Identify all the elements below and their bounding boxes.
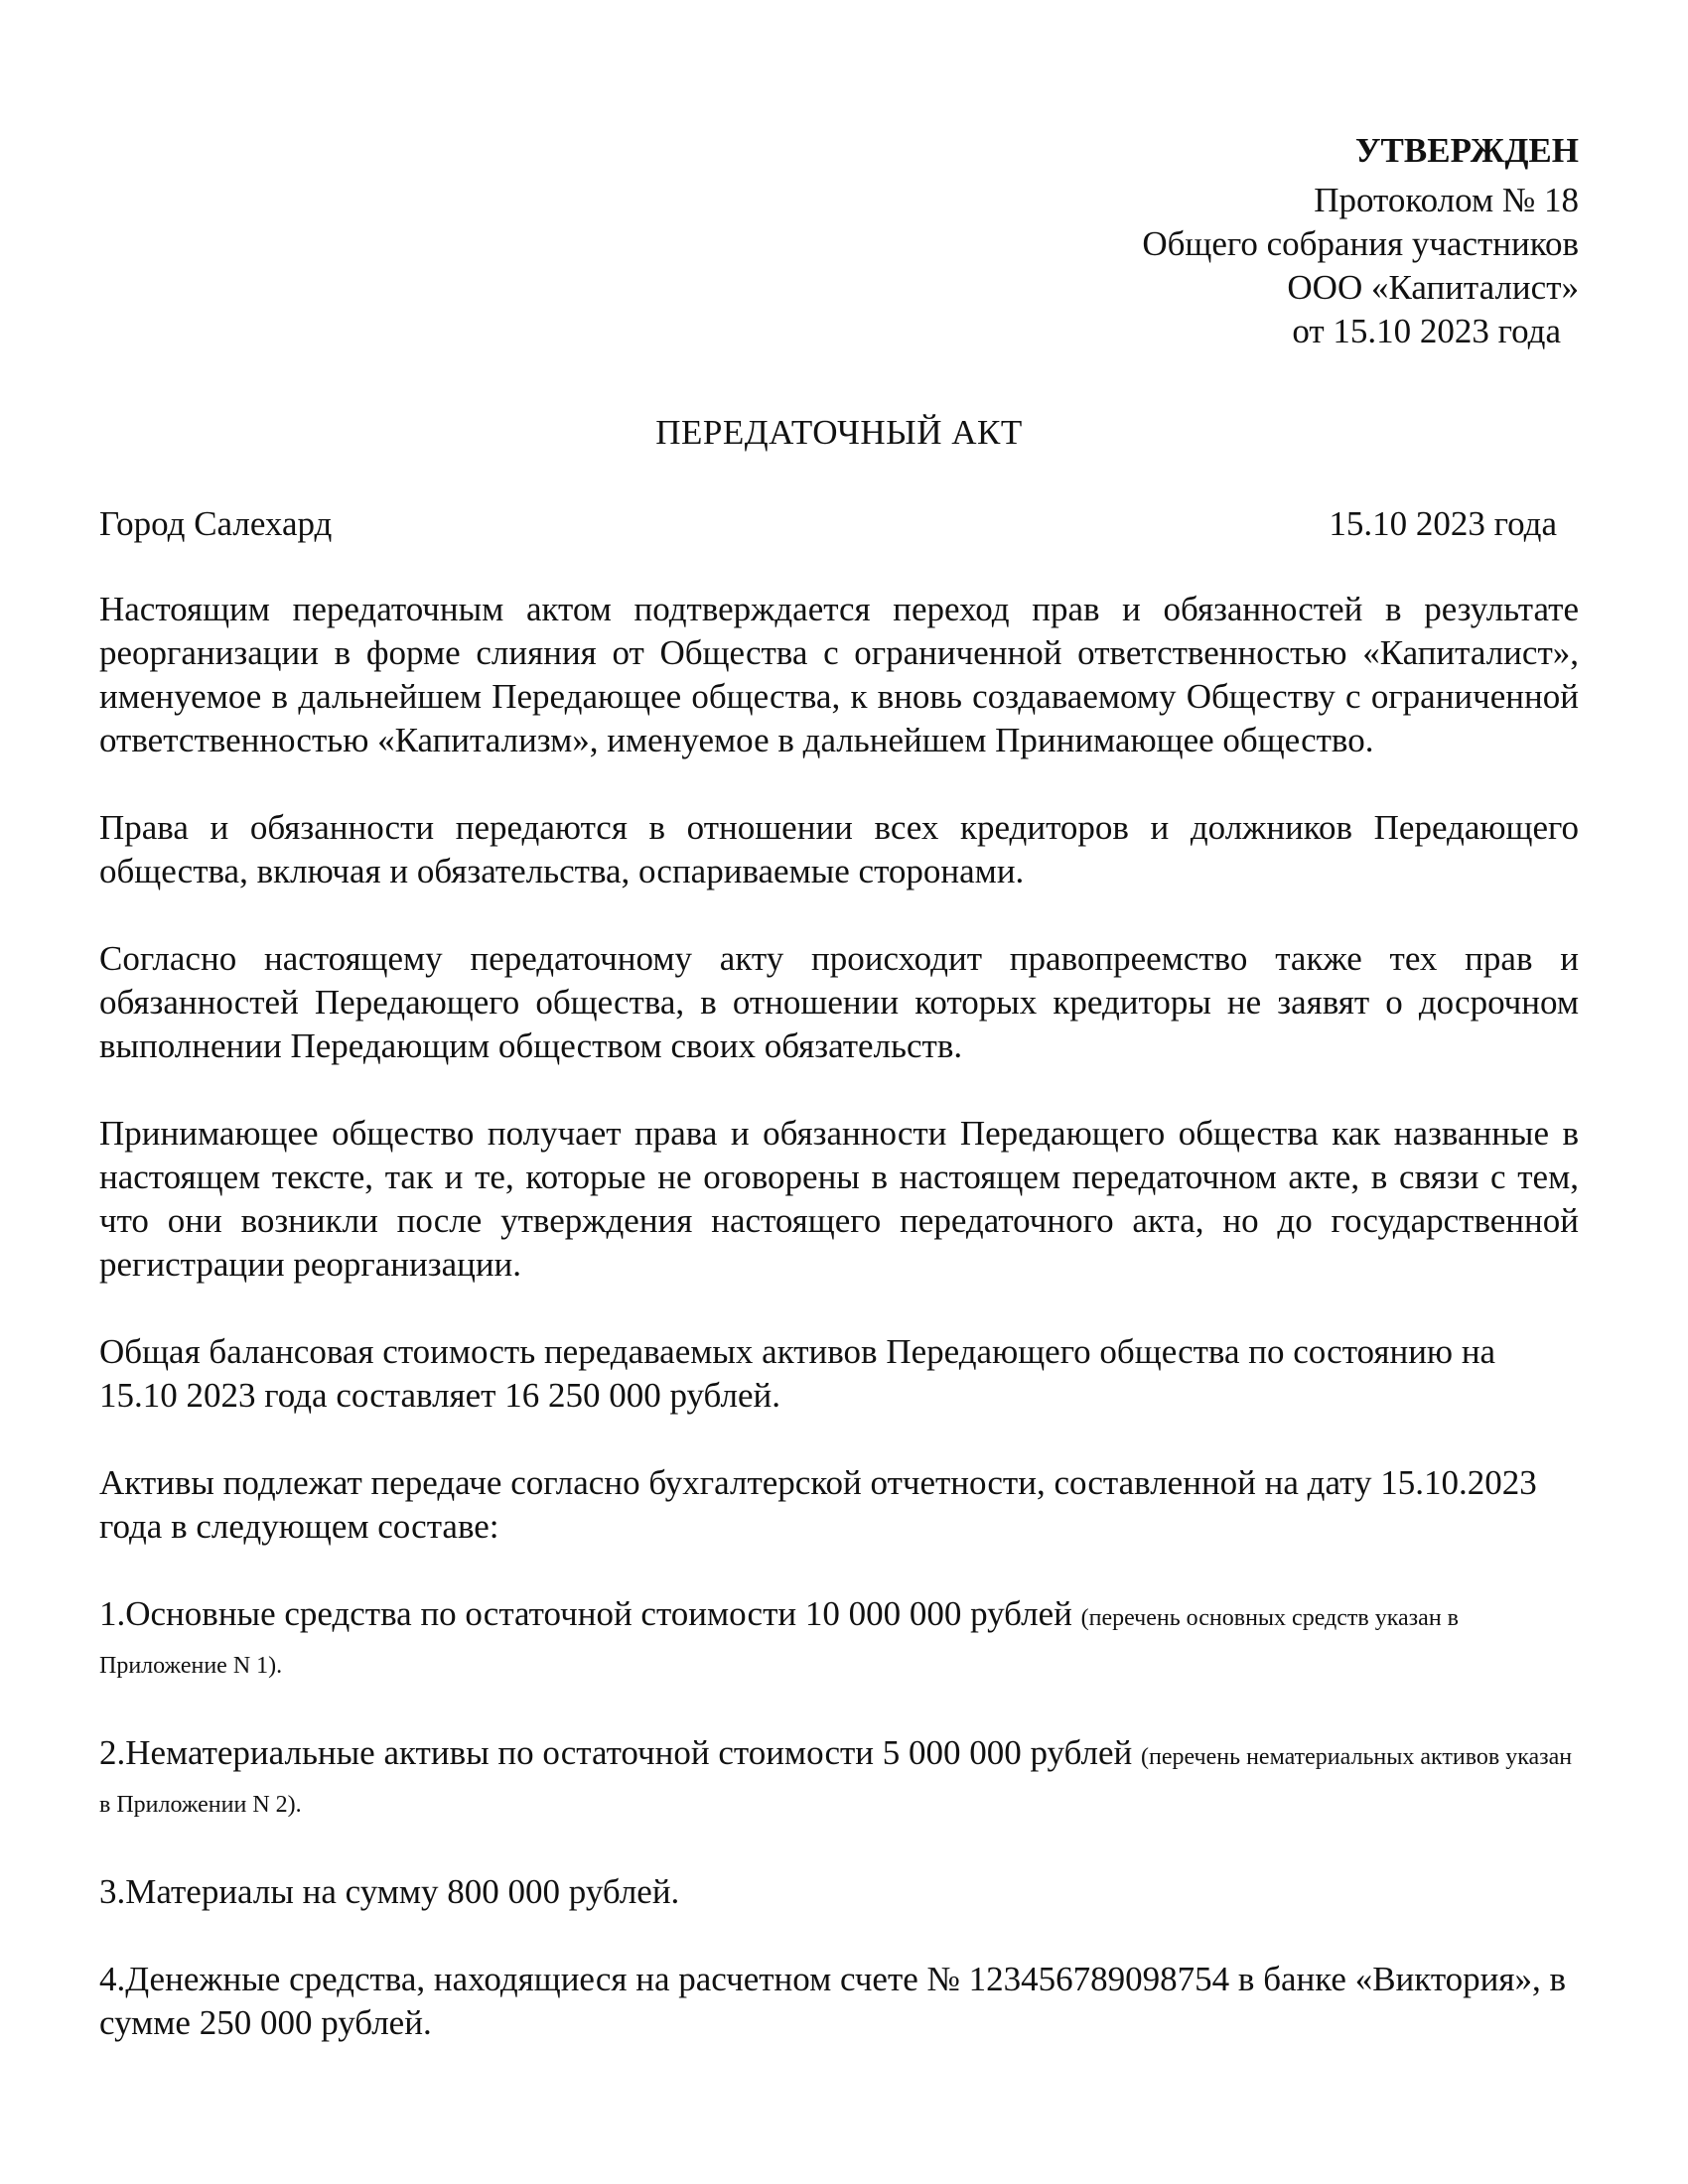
asset-item-cash [99, 1958, 1579, 2045]
approval-meeting: Общего собрания участников [1142, 224, 1579, 263]
place-date-row [99, 504, 1579, 544]
asset-item-text: 2.Нематериальные активы по остаточной стоимости 5 000 000 рублей [99, 1733, 1142, 1772]
city: Город Салехард [99, 504, 333, 543]
paragraph-receiving: Принимающее общество получает права и обязанности Передающего общества как названные в настоящем тексте, так и те, которые не оговорены в настоящем передаточном акте, в связи с тем, что они возникли после утверждения настоящего передаточного акта, но до государственной регистрации реорганизации. [99, 1114, 1579, 1284]
paragraph-transfer: Настоящим передаточным актом подтверждается переход прав и обязанностей в результате реорганизации в форме слияния от Общества с ограниченной ответственностью «Капиталист», именуемое в дальнейшем Передающее общества, к вновь создаваемому Обществу с ограниченной ответственностью «Капитализм», именуемое в дальнейшем Принимающее общество. [99, 590, 1579, 759]
approval-date: от 15.10 2023 года [1292, 312, 1561, 350]
approval-protocol: Протоколом № 18 [1314, 181, 1579, 219]
approval-heading: УТВЕРЖДЕН [1354, 131, 1579, 170]
asset-item-note: (перечень основных средств указан в Приложение N 1). [99, 1605, 1459, 1679]
asset-item-intangible [99, 1731, 1579, 1827]
document-title: ПЕРЕДАТОЧНЫЙ АКТ [655, 413, 1023, 452]
paragraph-assets: Активы подлежат передаче согласно бухгалтерской отчетности, составленной на дату 15.10.2023 года в следующем составе: [99, 1463, 1537, 1546]
asset-item-materials [99, 1870, 1579, 1914]
asset-item-text: 4.Денежные средства, находящиеся на расчетном счете № 123456789098754 в банке «Виктория», в сумме 250 000 рублей. [99, 1960, 1567, 2042]
paragraph-balance: Общая балансовая стоимость передаваемых активов Передающего общества по состоянию на 15.10 2023 года составляет 16 250 000 рублей. [99, 1332, 1496, 1415]
asset-item-text: 3.Материалы на сумму 800 000 рублей. [99, 1872, 680, 1911]
approval-block [99, 129, 1579, 353]
approval-company: ООО «Капиталист» [1287, 268, 1579, 307]
paragraph-succession: Согласно настоящему передаточному акту происходит правопреемство также тех прав и обязанностей Передающего общества, в отношении которых кредиторы не заявят о досрочном выполнении Передающим обществом своих обязательств. [99, 939, 1579, 1065]
document-date: 15.10 2023 года [1329, 504, 1557, 543]
asset-item-note: (перечень нематериальных активов указан в Приложении N 2). [99, 1744, 1573, 1818]
asset-item-fixed [99, 1592, 1579, 1688]
paragraph-rights: Права и обязанности передаются в отношении всех кредиторов и должников Передающего общества, включая и обязательства, оспариваемые сторонами. [99, 808, 1579, 890]
asset-item-text: 1.Основные средства по остаточной стоимости 10 000 000 рублей [99, 1594, 1081, 1633]
